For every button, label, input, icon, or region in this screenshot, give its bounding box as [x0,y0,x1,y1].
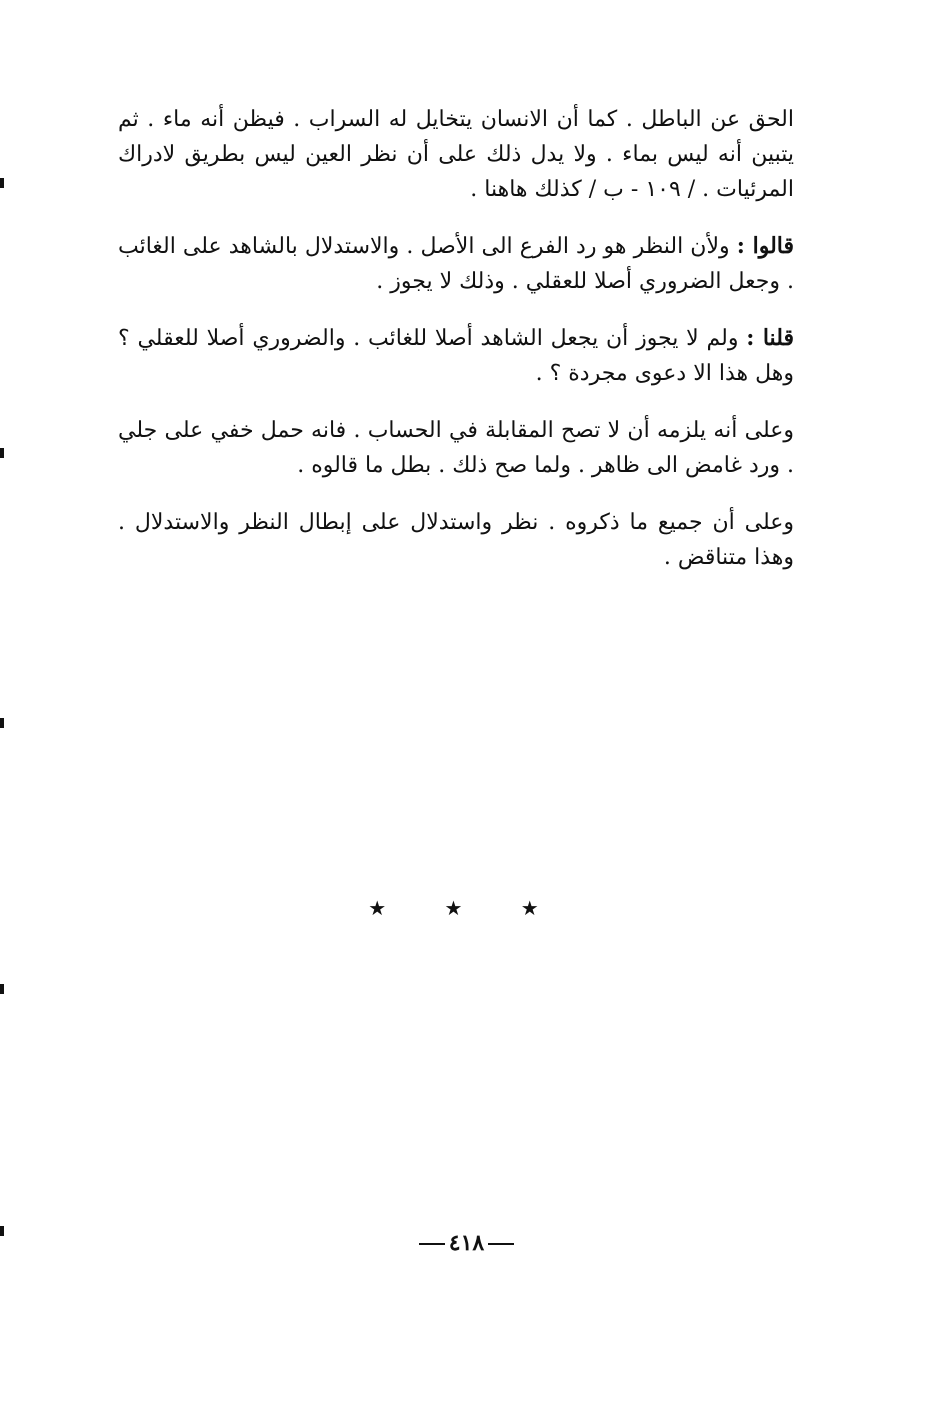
page-number [0,1230,933,1256]
paragraph-2-text: ولأن النظر هو رد الفرع الى الأصل . والاستدلال بالشاهد على الغائب . وجعل الضروري أصلا للعقلي . وذلك لا يجوز . [118,234,794,294]
scan-edge-mark [0,178,4,188]
paragraph-2-speaker: قالوا : [736,233,795,259]
paragraph-1 [118,102,794,207]
paragraph-3 [118,321,794,391]
body-text [118,102,794,575]
paragraph-3-text: ولم لا يجوز أن يجعل الشاهد أصلا للغائب . والضروري أصلا للعقلي ؟ وهل هذا الا دعوى مجردة ؟ . [118,326,794,386]
paragraph-2 [118,229,794,299]
paragraph-1-text: الحق عن الباطل . كما أن الانسان يتخايل له السراب . فيظن أنه ماء . ثم يتبين أنه ليس بماء . ولا يدل ذلك على أن نظر العين ليس بطريق لادراك المرئيات . / ١٠٩ - ب / كذلك هاهنا . [118,107,794,202]
page-number-value: ٤١٨ [448,1230,485,1256]
scan-edge-mark [0,718,4,728]
section-separator-stars: ★ ★ ★ [368,896,565,920]
scan-edge-mark [0,448,4,458]
scan-edge-mark [0,1226,4,1236]
paragraph-5 [118,505,794,575]
page-number-left-dash [419,1243,445,1245]
page-number-right-dash [488,1243,514,1245]
paragraph-4 [118,413,794,483]
paragraph-3-speaker: قلنا : [746,325,794,351]
scan-edge-mark [0,984,4,994]
paragraph-4-text: وعلى أنه يلزمه أن لا تصح المقابلة في الحساب . فانه حمل خفي على جلي . ورد غامض الى ظاهر . ولما صح ذلك . بطل ما قالوه . [118,418,794,478]
paragraph-5-text: وعلى أن جميع ما ذكروه . نظر واستدلال على إبطال النظر والاستدلال . وهذا متناقض . [118,510,794,570]
